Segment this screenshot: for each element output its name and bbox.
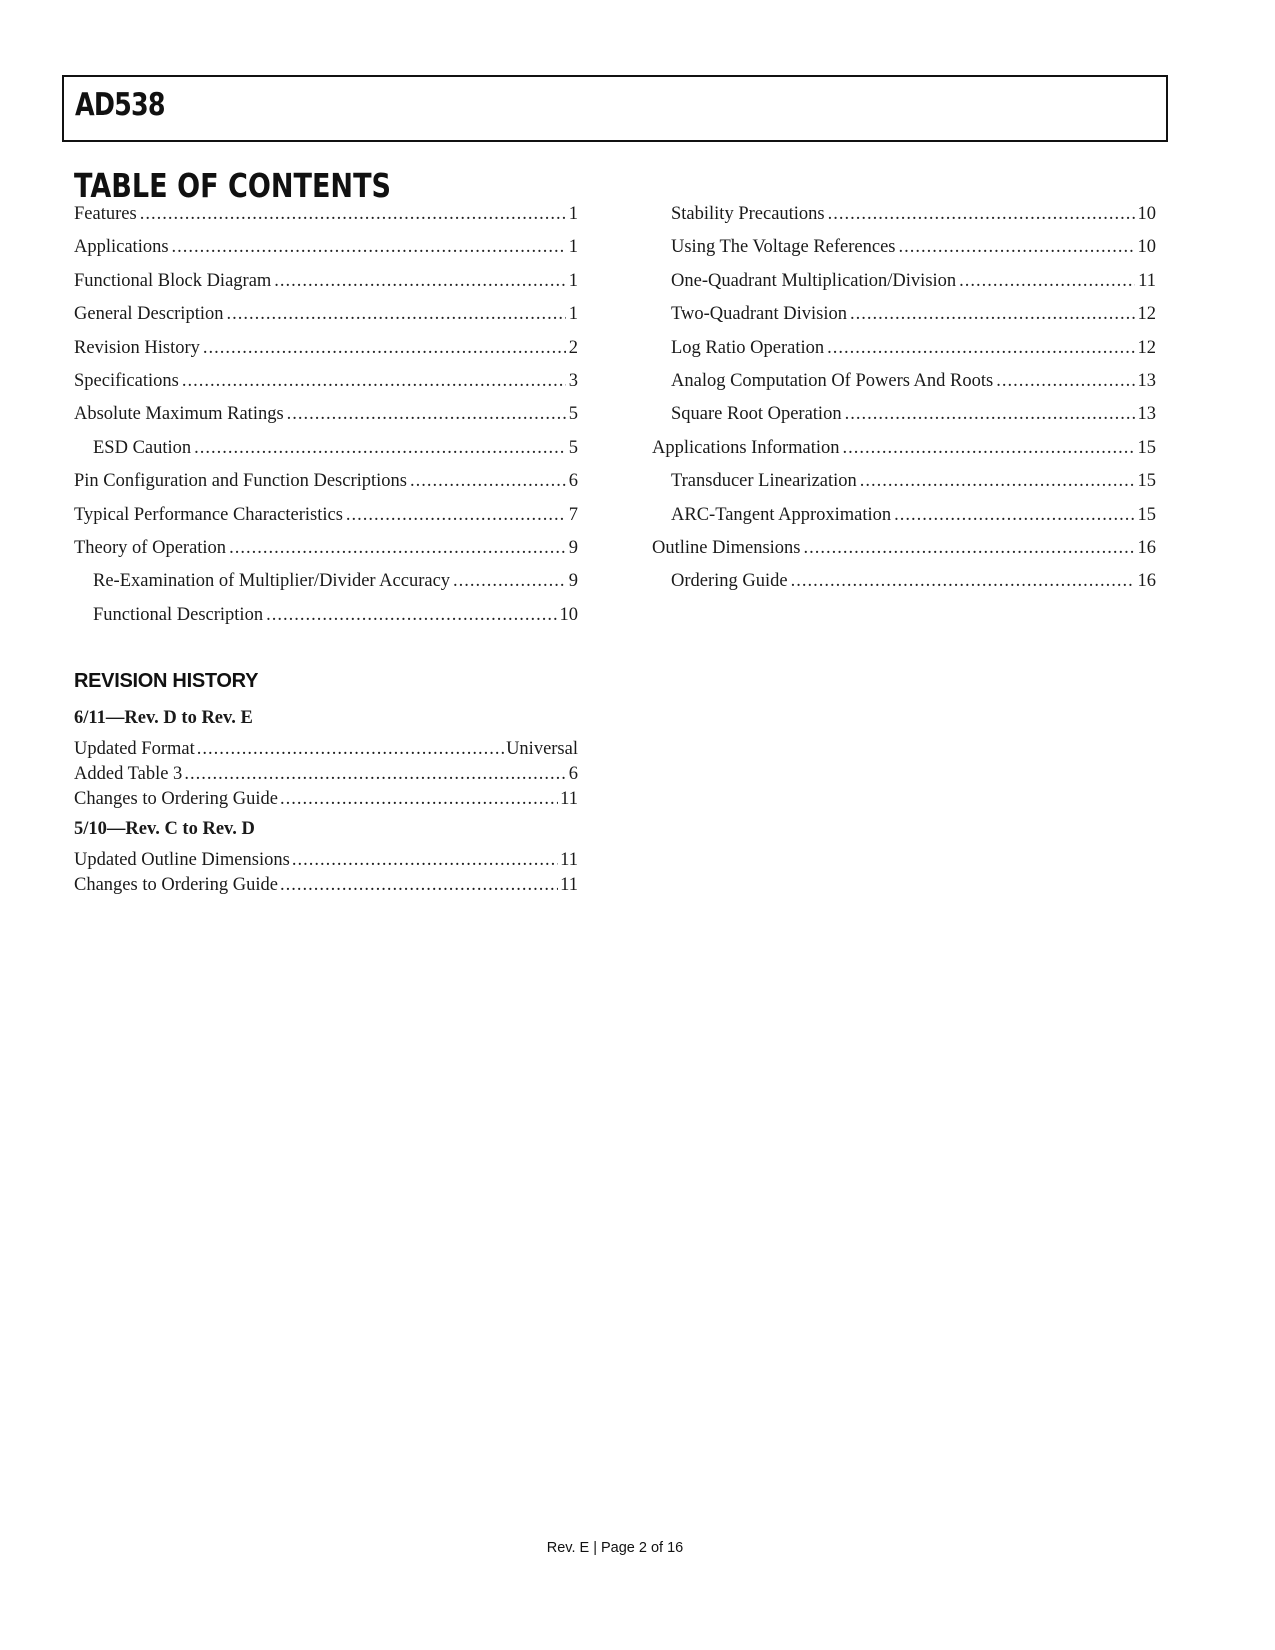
header-box — [62, 75, 1168, 142]
page-footer: Rev. E | Page 2 of 16 — [546, 1540, 684, 1556]
toc-leader-dots — [226, 304, 565, 325]
revision-leader-dots — [280, 789, 558, 810]
toc-entry-label: Ordering Guide — [671, 571, 788, 592]
toc-entry[interactable] — [74, 605, 578, 638]
revision-heading: 5/10—Rev. C to Rev. D — [74, 819, 255, 839]
toc-leader-dots — [845, 404, 1135, 425]
toc-leader-dots — [229, 538, 566, 559]
toc-leader-dots — [959, 271, 1135, 292]
toc-entry-page: 10 — [559, 604, 578, 625]
toc-entry[interactable] — [652, 505, 1156, 538]
toc-entry-label: One-Quadrant Multiplication/Division — [671, 270, 957, 291]
revision-leader-dots — [292, 850, 558, 871]
revision-leader-dots — [184, 764, 566, 785]
revision-history-title: REVISION HISTORY — [74, 670, 259, 692]
toc-entry-page: 1 — [568, 204, 578, 224]
revision-entry — [74, 850, 578, 875]
toc-leader-dots — [274, 271, 565, 292]
toc-leader-dots — [172, 237, 566, 258]
toc-entry-page: 1 — [568, 270, 578, 291]
toc-leader-dots — [860, 471, 1135, 492]
toc-entry-label: Outline Dimensions — [652, 537, 801, 558]
toc-entry[interactable] — [74, 304, 578, 337]
toc-entry[interactable] — [74, 471, 578, 504]
toc-entry[interactable] — [74, 237, 578, 270]
toc-leader-dots — [894, 505, 1134, 526]
toc-entry[interactable] — [74, 371, 578, 404]
revision-entry — [74, 764, 578, 789]
toc-entry-label: Stability Precautions — [671, 204, 825, 224]
toc-leader-dots — [203, 338, 566, 359]
toc-leader-dots — [194, 438, 566, 459]
toc-leader-dots — [346, 505, 566, 526]
toc-entry-page: 9 — [568, 537, 578, 558]
revision-leader-dots — [197, 739, 504, 760]
toc-entry-page: 13 — [1137, 370, 1156, 391]
toc-entry-label: Re-Examination of Multiplier/Divider Accuracy — [93, 571, 451, 592]
toc-entry-page: 15 — [1137, 471, 1156, 492]
toc-entry[interactable] — [74, 571, 578, 604]
toc-entry-label: ESD Caution — [93, 437, 192, 458]
toc-leader-dots — [899, 237, 1135, 258]
revision-entry — [74, 789, 578, 814]
toc-entry[interactable] — [652, 371, 1156, 404]
toc-leader-dots — [287, 404, 566, 425]
toc-leader-dots — [140, 204, 566, 225]
toc-entry-page: 15 — [1137, 504, 1156, 525]
toc-leader-dots — [266, 605, 556, 626]
toc-title: TABLE OF CONTENTS — [74, 166, 392, 205]
toc-leader-dots — [791, 571, 1135, 592]
toc-entry[interactable] — [74, 538, 578, 571]
toc-entry-label: Specifications — [74, 370, 179, 391]
toc-entry[interactable] — [652, 438, 1156, 471]
revision-entry-label: Updated Format — [74, 739, 195, 759]
toc-entry-label: Transducer Linearization — [671, 471, 857, 492]
toc-entry[interactable] — [652, 237, 1156, 270]
toc-entry-page: 16 — [1137, 537, 1156, 558]
toc-entry-page: 2 — [568, 337, 578, 358]
toc-entry[interactable] — [652, 338, 1156, 371]
revision-entry-label: Added Table 3 — [74, 764, 183, 784]
part-number: AD538 — [75, 87, 165, 123]
revision-section — [74, 817, 578, 900]
toc-entry-page: 15 — [1137, 437, 1156, 458]
toc-leader-dots — [453, 571, 566, 592]
toc-entry-label: Analog Computation Of Powers And Roots — [671, 370, 994, 391]
toc-entry-label: General Description — [74, 304, 224, 325]
revision-heading: 6/11—Rev. D to Rev. E — [74, 708, 253, 728]
toc-leader-dots — [410, 471, 566, 492]
toc-entry-page: 5 — [568, 404, 578, 425]
toc-entry-page: 12 — [1137, 304, 1156, 325]
toc-entry-label: Applications Information — [652, 437, 840, 458]
revision-entry-label: Changes to Ordering Guide — [74, 789, 278, 809]
toc-entry-label: Revision History — [74, 337, 200, 358]
toc-leader-dots — [827, 338, 1134, 359]
toc-entry-page: 1 — [568, 237, 578, 258]
toc-entry-page: 1 — [568, 304, 578, 325]
toc-entry-page: 5 — [568, 437, 578, 458]
toc-entry[interactable] — [652, 571, 1156, 604]
toc-leader-dots — [182, 371, 566, 392]
toc-entry-label: Features — [74, 204, 137, 224]
revision-entry — [74, 875, 578, 900]
toc-entry-page: 10 — [1137, 237, 1156, 258]
toc-entry[interactable] — [652, 538, 1156, 571]
toc-leader-dots — [843, 438, 1135, 459]
revision-entry-page: 6 — [568, 764, 578, 784]
toc-entry-label: Absolute Maximum Ratings — [74, 404, 284, 425]
revision-entry — [74, 739, 578, 764]
revision-entry-label: Updated Outline Dimensions — [74, 850, 290, 870]
toc-entry-label: ARC-Tangent Approximation — [671, 504, 892, 525]
toc-entry-label: Typical Performance Characteristics — [74, 504, 343, 525]
toc-leader-dots — [850, 304, 1135, 325]
revision-entry-page: 11 — [560, 875, 578, 895]
toc-entry[interactable] — [74, 505, 578, 538]
toc-left-column — [74, 204, 578, 638]
toc-entry[interactable] — [652, 271, 1156, 304]
toc-entry[interactable] — [74, 271, 578, 304]
toc-entry-page: 9 — [568, 571, 578, 592]
toc-leader-dots — [996, 371, 1134, 392]
toc-entry-page: 3 — [568, 370, 578, 391]
toc-leader-dots — [828, 204, 1135, 225]
toc-entry-label: Log Ratio Operation — [671, 337, 825, 358]
revision-entry-page: Universal — [506, 739, 578, 759]
toc-entry-label: Functional Block Diagram — [74, 270, 272, 291]
revision-entry-label: Changes to Ordering Guide — [74, 875, 278, 895]
toc-entry[interactable] — [74, 438, 578, 471]
toc-entry[interactable] — [74, 338, 578, 371]
toc-entry-label: Theory of Operation — [74, 537, 227, 558]
toc-entry-label: Applications — [74, 237, 169, 258]
revision-entry-page: 11 — [560, 850, 578, 870]
toc-entry-page: 7 — [568, 504, 578, 525]
toc-entry[interactable] — [74, 204, 578, 237]
toc-entry-page: 12 — [1137, 337, 1156, 358]
toc-entry-page: 10 — [1137, 204, 1156, 224]
revision-section — [74, 706, 578, 814]
toc-entry-page: 11 — [1138, 270, 1156, 291]
toc-entry-page: 13 — [1137, 404, 1156, 425]
toc-entry[interactable] — [652, 204, 1156, 237]
toc-entry-label: Functional Description — [93, 604, 264, 625]
toc-entry-label: Two-Quadrant Division — [671, 304, 847, 325]
toc-entry-page: 16 — [1137, 571, 1156, 592]
toc-entry[interactable] — [652, 471, 1156, 504]
toc-entry[interactable] — [652, 404, 1156, 437]
toc-right-column — [652, 204, 1156, 605]
toc-entry[interactable] — [74, 404, 578, 437]
toc-entry-page: 6 — [568, 471, 578, 492]
toc-leader-dots — [804, 538, 1135, 559]
toc-entry-label: Pin Configuration and Function Descriptions — [74, 471, 407, 492]
toc-entry-label: Using The Voltage References — [671, 237, 896, 258]
toc-entry[interactable] — [652, 304, 1156, 337]
revision-entry-page: 11 — [560, 789, 578, 809]
revision-leader-dots — [280, 875, 558, 896]
toc-entry-label: Square Root Operation — [671, 404, 842, 425]
